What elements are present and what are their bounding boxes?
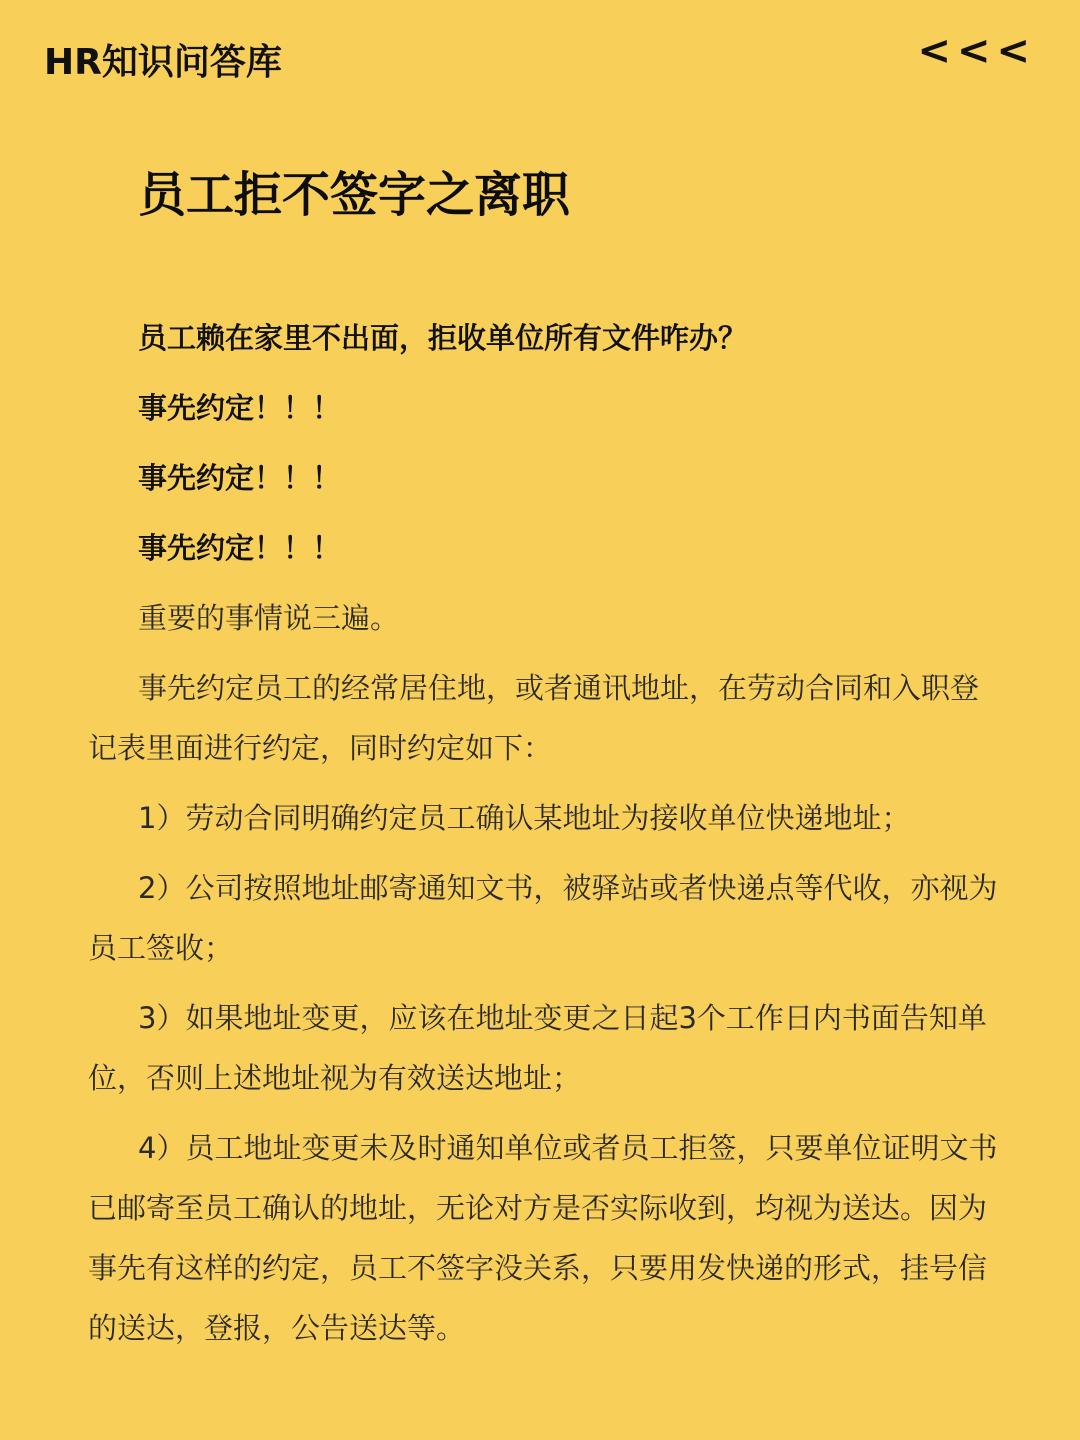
list-item: 3）如果地址变更，应该在地址变更之日起3个工作日内书面告知单位，否则上述地址视为有效送达地址； — [88, 1001, 987, 1095]
emphasis-text: 事先约定！！！ — [138, 461, 342, 495]
list-item: 4）员工地址变更未及时通知单位或者员工拒签，只要单位证明文书已邮寄至员工确认的地址，无论对方是否实际收到，均视为送达。因为事先有这样的约定，员工不签字没关系，只要用发快递的形式，挂号信的送达，登报，公告送达等。 — [88, 1131, 998, 1345]
list-item: 2）公司按照地址邮寄通知文书，被驿站或者快递点等代收，亦视为员工签收； — [88, 871, 998, 965]
question-text: 员工赖在家里不出面，拒收单位所有文件咋办？ — [138, 321, 748, 355]
emphasis-text: 事先约定！！！ — [138, 391, 342, 425]
page-title: 员工拒不签字之离职 — [138, 167, 571, 223]
brand-title: HR知识问答库 — [44, 42, 282, 83]
intro-paragraph: 事先约定员工的经常居住地，或者通讯地址，在劳动合同和入职登记表里面进行约定，同时约定如下： — [88, 671, 980, 765]
back-button[interactable]: <<< — [917, 28, 1036, 74]
article-body — [88, 308, 1000, 1368]
note-text: 重要的事情说三遍。 — [138, 601, 400, 635]
emphasis-text: 事先约定！！！ — [138, 531, 342, 565]
list-item: 1）劳动合同明确约定员工确认某地址为接收单位快递地址； — [138, 801, 911, 835]
